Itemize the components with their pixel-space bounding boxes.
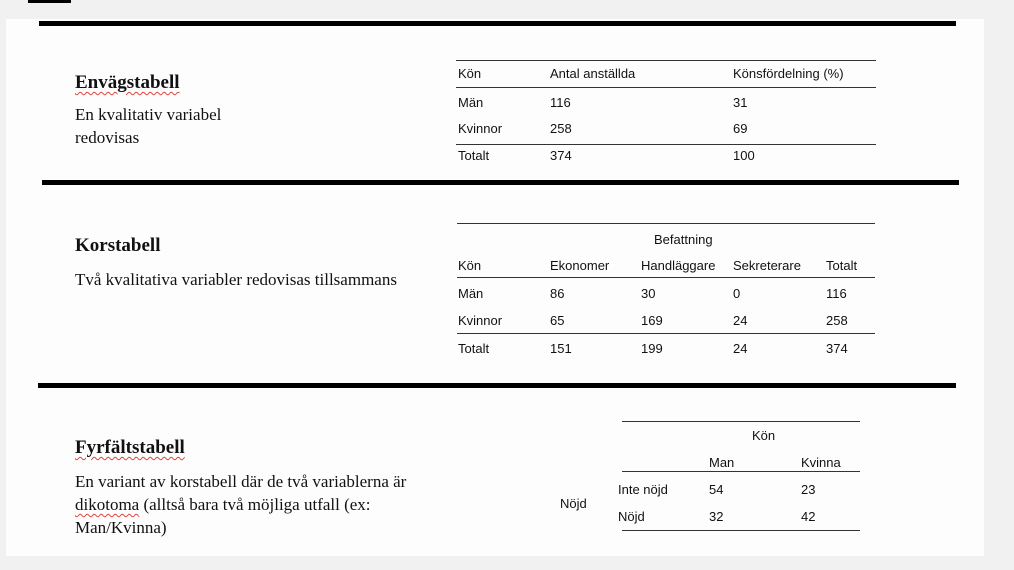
section-description-envagstabell: En kvalitativ variabel redovisas: [75, 105, 222, 147]
description-text: En variant av korstabell där de två variablerna är: [75, 472, 407, 491]
previous-slide-edge: [28, 0, 71, 3]
table-top-rule: [456, 60, 876, 61]
column-header: Könsfördelning (%): [733, 66, 844, 81]
column-header: Sekreterare: [733, 258, 801, 273]
row-label: Inte nöjd: [618, 482, 668, 497]
cell-value: 374: [826, 341, 848, 356]
column-header: Totalt: [826, 258, 858, 273]
cell-value: 0: [733, 286, 741, 301]
cell-value: 23: [801, 482, 816, 497]
cell-value: 151: [550, 341, 572, 356]
cell-value: 69: [733, 121, 748, 136]
row-label: Totalt: [458, 341, 490, 356]
cell-value: 258: [826, 313, 848, 328]
cell-value: 258: [550, 121, 572, 136]
cell-value: 30: [641, 286, 656, 301]
table-header-rule: [456, 87, 876, 88]
row-variable-label: Nöjd: [560, 496, 587, 511]
cell-value: 24: [733, 313, 748, 328]
section-title-fyrfaltstabell: [75, 437, 185, 459]
group-header: Befattning: [654, 232, 713, 247]
table-total-rule: [456, 144, 876, 145]
row-label: Män: [458, 286, 484, 301]
column-header: Handläggare: [641, 258, 716, 273]
cell-value: 116: [550, 95, 571, 110]
section-description-fyrfaltstabell: [75, 470, 435, 539]
table-top-rule: [622, 421, 860, 422]
row-label: Män: [458, 95, 484, 110]
table-header-rule: [622, 471, 860, 472]
group-header: Kön: [752, 428, 776, 443]
table-total-rule: [457, 333, 875, 334]
cell-value: 31: [733, 95, 748, 110]
cell-value: 65: [550, 313, 565, 328]
section-title-envagstabell: [75, 72, 180, 94]
column-header: Man: [709, 455, 735, 470]
cell-value: 100: [733, 148, 755, 163]
slide-page: [6, 19, 984, 556]
column-header: Antal anställda: [550, 66, 636, 81]
section-divider-middle: [42, 180, 959, 185]
cell-value: 86: [550, 286, 565, 301]
section-divider-bottom: [38, 383, 956, 388]
column-header: Ekonomer: [550, 258, 610, 273]
description-spellcheck-word: dikotoma: [75, 495, 140, 514]
title-text: Envägstabell: [75, 72, 180, 93]
cell-value: 169: [641, 313, 663, 328]
cell-value: 32: [709, 509, 724, 524]
cell-value: 24: [733, 341, 748, 356]
table-header-rule: [457, 277, 875, 278]
column-header: Kön: [458, 66, 482, 81]
section-description-korstabell: Två kvalitativa variabler redovisas tillsammans: [75, 270, 397, 289]
cell-value: 199: [641, 341, 663, 356]
section-divider-top: [39, 21, 956, 26]
column-header: Kvinna: [801, 455, 841, 470]
cell-value: 54: [709, 482, 724, 497]
row-label: Totalt: [458, 148, 490, 163]
table-top-rule: [457, 223, 875, 224]
table-bottom-rule: [622, 530, 860, 531]
column-header: Kön: [458, 258, 482, 273]
cell-value: 116: [826, 286, 847, 301]
cell-value: 374: [550, 148, 572, 163]
cell-value: 42: [801, 509, 816, 524]
row-label: Nöjd: [618, 509, 645, 524]
section-title-korstabell: Korstabell: [75, 235, 161, 256]
description-text: (alltså bara två möjliga utfall (ex: Man/Kvinna): [75, 495, 371, 537]
row-label: Kvinnor: [458, 313, 503, 328]
title-text: Fyrfältstabell: [75, 437, 185, 458]
row-label: Kvinnor: [458, 121, 503, 136]
